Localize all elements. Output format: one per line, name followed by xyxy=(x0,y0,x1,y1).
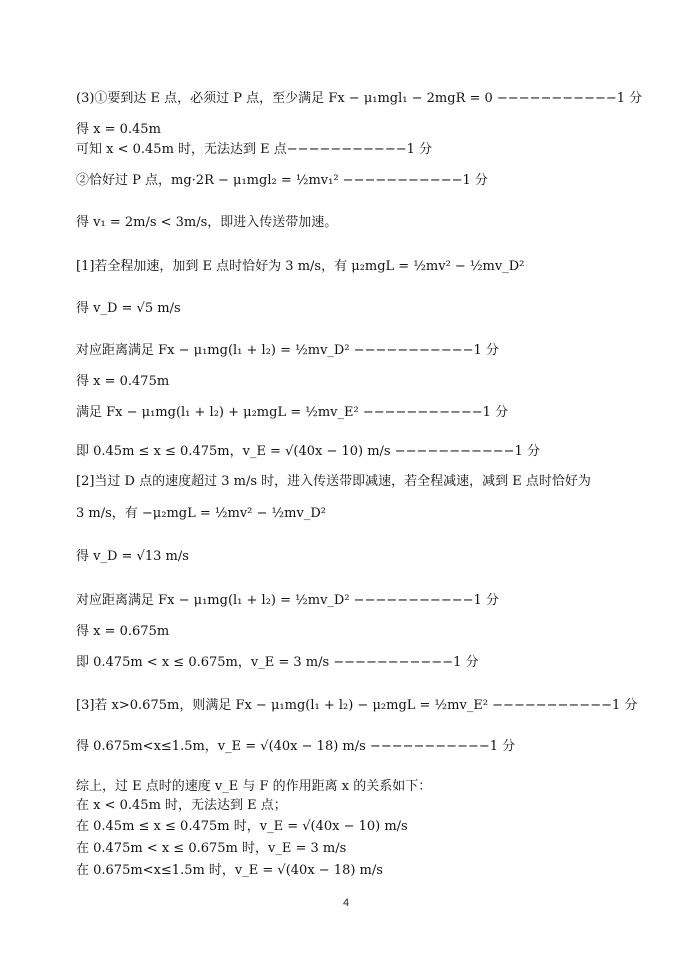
text-line: 得 v₁ = 2m/s < 3m/s，即进入传送带加速。 xyxy=(76,215,338,230)
text-line: 即 0.475m < x ≤ 0.675m，v_E = 3 m/s −−−−−−−−−−−1 分 xyxy=(76,655,479,670)
text-line: 在 0.45m ≤ x ≤ 0.475m 时，v_E = √(40x − 10) m/s xyxy=(76,819,408,834)
text-line: 对应距离满足 Fx − μ₁mg(l₁ + l₂) = ½mv_D² −−−−−−−−−−−1 分 xyxy=(76,343,499,358)
text-line: 即 0.45m ≤ x ≤ 0.475m，v_E = √(40x − 10) m/s −−−−−−−−−−−1 分 xyxy=(76,444,540,459)
page-number: 4 xyxy=(342,897,350,909)
text-line: [1]若全程加速，加到 E 点时恰好为 3 m/s，有 μ₂mgL = ½mv² − ½mv_D² xyxy=(76,259,525,274)
text-line: 在 0.675m<x≤1.5m 时，v_E = √(40x − 18) m/s xyxy=(76,863,383,878)
text-line: 得 x = 0.45m xyxy=(76,122,161,137)
text-line: 在 x < 0.45m 时，无法达到 E 点； xyxy=(76,798,287,813)
text-line: [3]若 x>0.675m，则满足 Fx − μ₁mg(l₁ + l₂) − μ₂mgL = ½mv_E² −−−−−−−−−−−1 分 xyxy=(76,698,638,713)
text-line: 得 x = 0.475m xyxy=(76,374,170,389)
text-line: 3 m/s，有 −μ₂mgL = ½mv² − ½mv_D² xyxy=(76,506,326,521)
text-line: 得 v_D = √13 m/s xyxy=(76,549,189,564)
text-line: (3)①要到达 E 点，必须过 P 点，至少满足 Fx − μ₁mgl₁ − 2mgR = 0 −−−−−−−−−−−1 分 xyxy=(76,91,643,106)
text-line: 得 v_D = √5 m/s xyxy=(76,301,181,316)
text-line: 得 0.675m<x≤1.5m，v_E = √(40x − 18) m/s −−−−−−−−−−−1 分 xyxy=(76,739,516,754)
text-line: 得 x = 0.675m xyxy=(76,624,170,639)
text-line: 对应距离满足 Fx − μ₁mg(l₁ + l₂) = ½mv_D² −−−−−−−−−−−1 分 xyxy=(76,593,499,608)
text-line: ②恰好过 P 点，mg·2R − μ₁mgl₂ = ½mv₁² −−−−−−−−−−−1 分 xyxy=(76,173,488,188)
text-line: 综上，过 E 点时的速度 v_E 与 F 的作用距离 x 的关系如下： xyxy=(76,779,432,794)
text-line: [2]当过 D 点的速度超过 3 m/s 时，进入传送带即减速，若全程减速，减到 E 点时恰好为 xyxy=(76,474,591,489)
text-line: 在 0.475m < x ≤ 0.675m 时，v_E = 3 m/s xyxy=(76,841,347,856)
text-line: 满足 Fx − μ₁mg(l₁ + l₂) + μ₂mgL = ½mv_E² −−−−−−−−−−−1 分 xyxy=(76,405,509,420)
text-line: 可知 x < 0.45m 时，无法达到 E 点−−−−−−−−−−−1 分 xyxy=(76,142,433,157)
